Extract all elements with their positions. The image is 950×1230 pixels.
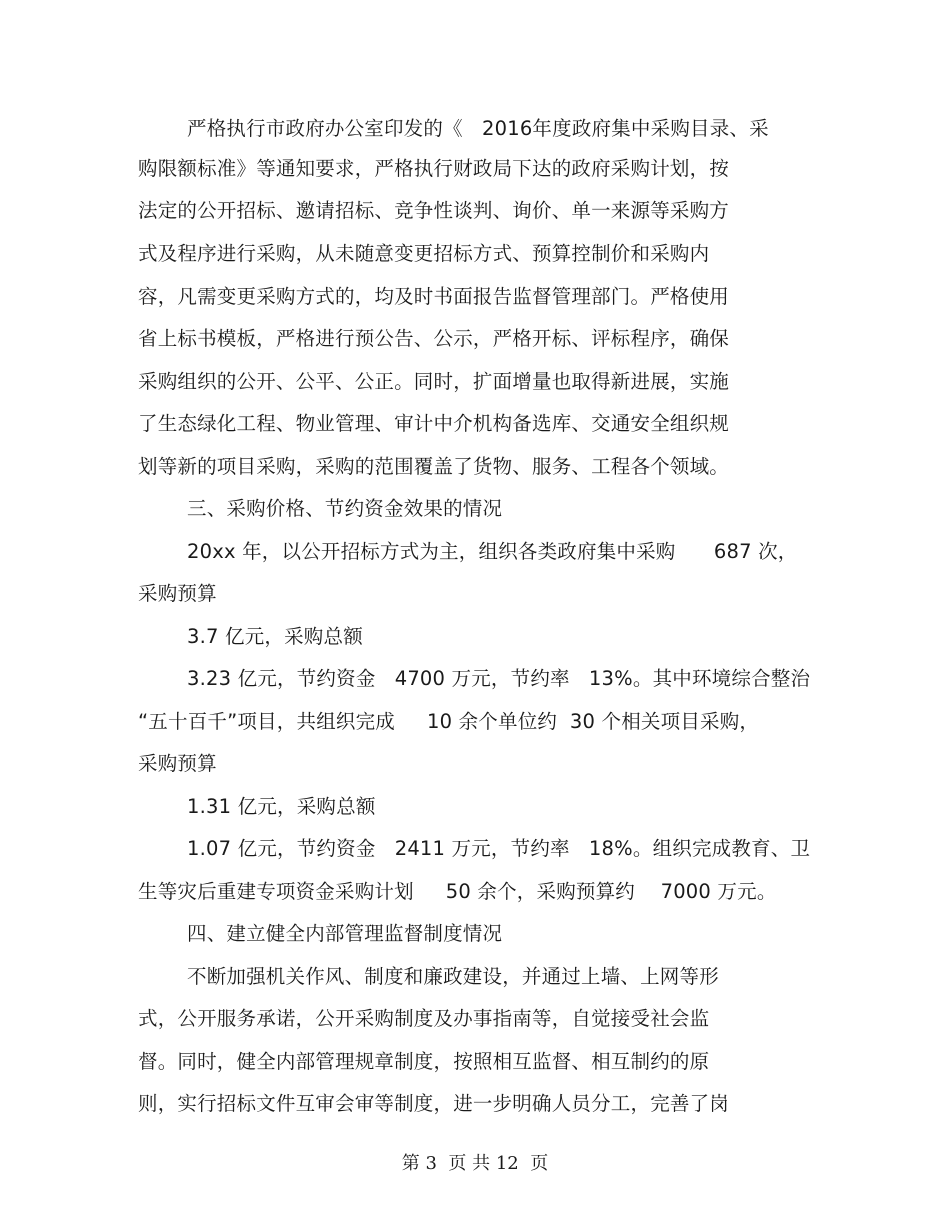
body-line-6: 省上标书模板，严格进行预公告、公示，严格开标、评标程序，确保 [138,327,730,350]
body-line-12: 采购预算 [138,582,217,605]
body-line-24: 则，实行招标文件互审会审等制度，进一步明确人员分工，完善了岗 [138,1092,730,1115]
section-heading-4: 四、建立健全内部管理监督制度情况 [187,922,503,945]
body-line-7: 采购组织的公开、公平、公正。同时，扩面增量也取得新进展，实施 [138,370,730,393]
body-line-5: 容，凡需变更采购方式的，均及时书面报告监督管理部门。严格使用 [138,285,730,308]
body-line-4: 式及程序进行采购，从未随意变更招标方式、预算控制价和采购内 [138,242,710,265]
body-line-21: 不断加强机关作风、制度和廉政建设，并通过上墙、上网等形 [187,965,719,988]
section-heading-3: 三、采购价格、节约资金效果的情况 [187,497,503,520]
body-line-13: 3.7 亿元，采购总额 [187,625,363,648]
body-line-11: 20xx 年，以公开招标方式为主，组织各类政府集中采购 687 次， [187,540,798,563]
body-line-19: 生等灾后重建专项资金采购计划 50 余个，采购预算约 7000 万元。 [138,880,777,903]
body-line-23: 督。同时，健全内部管理规章制度，按照相互监督、相互制约的原 [138,1050,710,1073]
page-number-footer: 第 3 页 共 12 页 [401,1153,549,1174]
body-line-8: 了生态绿化工程、物业管理、审计中介机构备选库、交通安全组织规 [138,412,730,435]
body-line-3: 法定的公开招标、邀请招标、竞争性谈判、询价、单一来源等采购方 [138,199,730,222]
body-line-2: 购限额标准》等通知要求，严格执行财政局下达的政府采购计划，按 [138,157,730,180]
body-line-17: 1.31 亿元，采购总额 [187,795,376,818]
body-line-22: 式，公开服务承诺，公开采购制度及办事指南等，自觉接受社会监 [138,1007,710,1030]
body-line-15: “五十百千”项目，共组织完成 10 余个单位约 30 个相关项目采购， [138,710,760,733]
body-line-9: 划等新的项目采购，采购的范围覆盖了货物、服务、工程各个领域。 [138,455,730,478]
body-line-1: 严格执行市政府办公室印发的《 2016年度政府集中采购目录、采 [187,117,769,140]
body-line-18: 1.07 亿元，节约资金 2411 万元，节约率 18%。组织完成教育、卫 [187,837,811,860]
body-line-14: 3.23 亿元，节约资金 4700 万元，节约率 13%。其中环境综合整治 [187,667,811,690]
body-line-16: 采购预算 [138,752,217,775]
